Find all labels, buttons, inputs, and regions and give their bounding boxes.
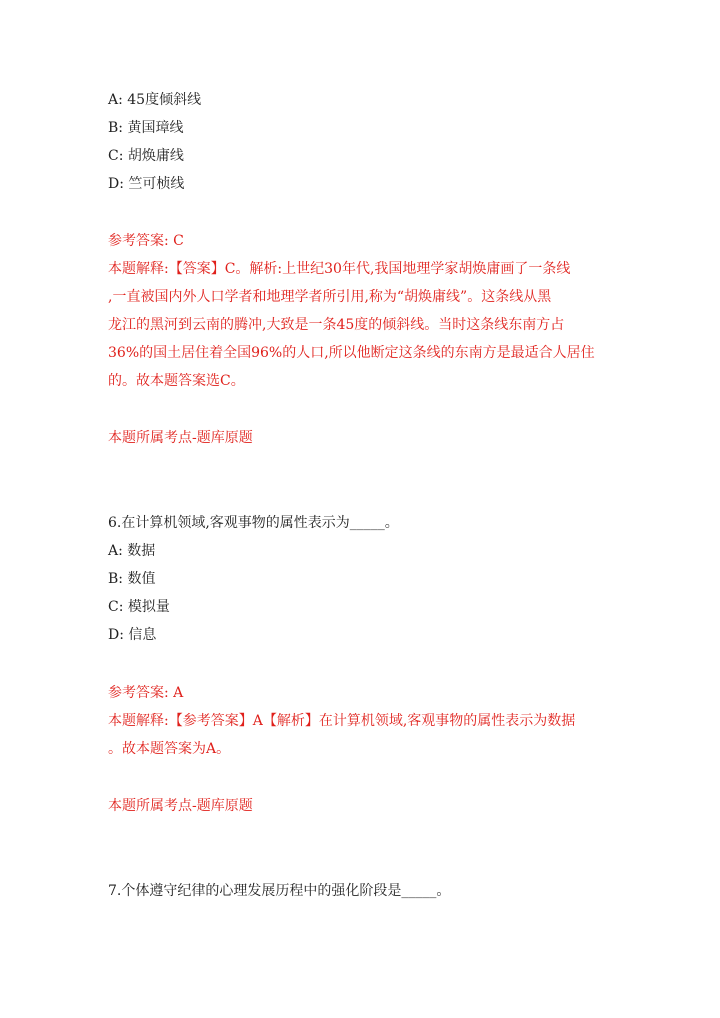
q5-explanation-line-2: ,一直被国内外人口学者和地理学者所引用,称为“胡焕庸线”。这条线从黑: [108, 289, 552, 305]
q5-option-c: C: 胡焕庸线: [108, 148, 184, 164]
q5-explanation-line-4: 36%的国土居住着全国96%的人口,所以他断定这条线的东南方是最适合人居住: [108, 345, 595, 361]
q6-option-a: A: 数据: [108, 543, 156, 559]
q6-question: 6.在计算机领域,客观事物的属性表示为_____。: [108, 515, 399, 531]
q6-answer: 参考答案: A: [108, 685, 184, 701]
q5-explanation-line-5: 的。故本题答案选C。: [108, 373, 245, 389]
q6-option-d: D: 信息: [108, 627, 157, 643]
q5-option-b: B: 黄国璋线: [108, 120, 184, 136]
q6-explanation-line-2: 。故本题答案为A。: [108, 741, 231, 757]
q5-option-d: D: 竺可桢线: [108, 176, 185, 192]
q6-option-b: B: 数值: [108, 571, 156, 587]
q5-topic: 本题所属考点-题库原题: [108, 430, 253, 446]
q5-explanation-line-3: 龙江的黑河到云南的腾冲,大致是一条45度的倾斜线。当时这条线东南方占: [108, 317, 565, 333]
q6-option-c: C: 模拟量: [108, 599, 170, 615]
q5-answer: 参考答案: C: [108, 233, 184, 249]
q5-explanation-line-1: 本题解释:【答案】C。解析:上世纪30年代,我国地理学家胡焕庸画了一条线: [108, 261, 571, 277]
q6-explanation-line-1: 本题解释:【参考答案】A【解析】在计算机领域,客观事物的属性表示为数据: [108, 713, 576, 729]
q6-topic: 本题所属考点-题库原题: [108, 798, 253, 814]
q5-option-a: A: 45度倾斜线: [108, 92, 202, 108]
q7-question: 7.个体遵守纪律的心理发展历程中的强化阶段是_____。: [108, 883, 451, 899]
